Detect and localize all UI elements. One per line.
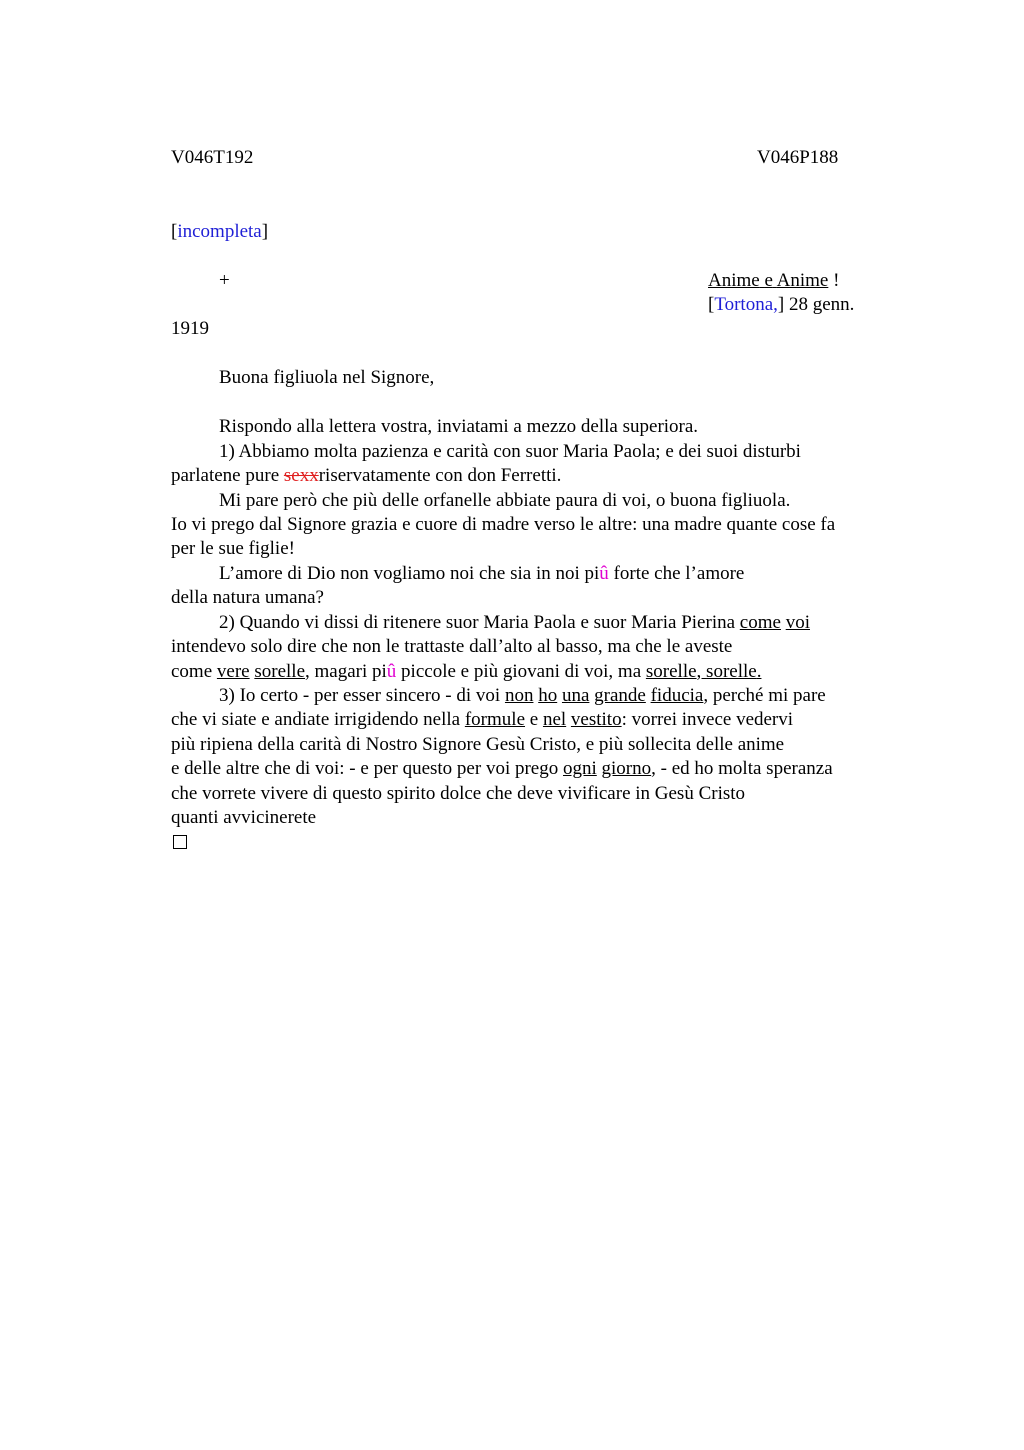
body-line-10: intendevo solo dire che non le trattaste dall’alto al basso, ma che le aveste [171, 636, 733, 657]
body-line-5: Io vi prego dal Signore grazia e cuore di madre verso le altre: una madre quante cose fa [171, 514, 836, 535]
body-line-3 [171, 464, 561, 488]
body-line-1: Rispondo alla lettera vostra, inviatami a mezzo della superiora. [219, 416, 699, 437]
underlined-word: grande [594, 685, 646, 706]
deleted-text: sexx [283, 465, 319, 486]
motto-word-1: Anime [708, 270, 760, 291]
body-line-13-text-a: che vi siate e andiate irrigidendo nella [171, 709, 465, 730]
motto-word-2: e [764, 270, 773, 291]
cross-symbol: + [219, 270, 230, 291]
underlined-word: fiducia [650, 685, 704, 706]
underlined-word: sorelle [706, 661, 757, 682]
empty-square-icon [173, 835, 187, 849]
note-open-bracket: [ [171, 221, 178, 242]
underlined-word: una [561, 685, 590, 706]
body-line-7-text-a: L’amore di Dio non vogliamo noi che sia in noi pi [219, 563, 600, 584]
date-text: ] 28 genn. [777, 294, 855, 315]
underlined-word: ho [538, 685, 558, 706]
underlined-word: voi [785, 612, 810, 633]
body-line-13: che vi siate e andiate irrigidendo nella formule e nel vestito: vorrei invece vedervi [171, 709, 794, 730]
body-line-17: quanti avvicinerete [171, 807, 317, 828]
underlined-word: sorelle [645, 661, 697, 682]
body-line-7-text-b: forte che l’amore [608, 563, 745, 584]
underlined-word: non [504, 685, 534, 706]
motto [708, 269, 839, 293]
body-line-13-text-b: : vorrei invece vedervi [621, 709, 794, 730]
underlined-word: nel [542, 709, 567, 730]
body-line-15-text-a: e delle altre che di voi: - e per questo per voi prego [171, 758, 563, 779]
body-line-12 [219, 684, 826, 708]
body-line-11-text-a: come [171, 661, 217, 682]
motto-word-3: Anime [776, 270, 829, 291]
place-date [708, 293, 854, 317]
body-line-2: 1) Abbiamo molta pazienza e carità con suor Maria Paola; e dei suoi disturbi [219, 441, 801, 462]
note-label: incompleta [177, 221, 262, 242]
body-line-9 [219, 611, 810, 635]
accent-mark: û [386, 661, 397, 682]
body-line-7 [219, 562, 744, 586]
body-line-12-text-a: 3) Io certo - per esser sincero - di voi [219, 685, 505, 706]
body-line-3-text-a: parlatene pure [171, 465, 284, 486]
salutation: Buona figliuola nel Signore, [219, 367, 435, 388]
place-open-bracket: [ [708, 294, 715, 315]
underlined-word: vestito [570, 709, 622, 730]
underlined-word: ogni [563, 758, 597, 779]
underlined-word: come [739, 612, 781, 633]
header-right-code: V046P188 [757, 147, 839, 168]
date-year: 1919 [171, 318, 209, 339]
body-line-14: più ripiena della carità di Nostro Signore Gesù Cristo, e più sollecita delle anime [171, 734, 785, 755]
body-line-12-text-b: , perché mi pare [703, 685, 826, 706]
underlined-word: formule [464, 709, 526, 730]
body-line-4: Mi pare però che più delle orfanelle abbiate paura di voi, o buona figliuola. [219, 490, 791, 511]
underlined-word: giorno [601, 758, 652, 779]
body-line-3-text-b: riservatamente con don Ferretti. [318, 465, 562, 486]
body-line-11-text-b: , magari pi [305, 661, 387, 682]
body-line-9-text: 2) Quando vi dissi di ritenere suor Maria Paola e suor Maria Pierina [219, 612, 740, 633]
body-line-11: come vere sorelle, magari piû piccole e più giovani di voi, ma sorelle, sorelle. [171, 661, 762, 682]
place-name: Tortona, [714, 294, 778, 315]
editorial-note [171, 220, 268, 244]
body-line-15 [171, 757, 833, 781]
underlined-period: . [756, 661, 762, 682]
underlined-word: sorelle [254, 661, 306, 682]
body-line-16: che vorrete vivere di questo spirito dolce che deve vivificare in Gesù Cristo [171, 783, 746, 804]
motto-exclamation: ! [828, 270, 840, 291]
underlined-word: vere [216, 661, 250, 682]
note-close-bracket: ] [261, 221, 269, 242]
body-line-15-text-b: , - ed ho molta speranza [651, 758, 833, 779]
header-left-code: V046T192 [171, 147, 254, 168]
accent-mark: û [599, 563, 609, 584]
body-line-6: per le sue figlie! [171, 538, 295, 559]
body-line-11-text-c: piccole e più giovani di voi, ma [396, 661, 646, 682]
body-line-8: della natura umana? [171, 587, 324, 608]
